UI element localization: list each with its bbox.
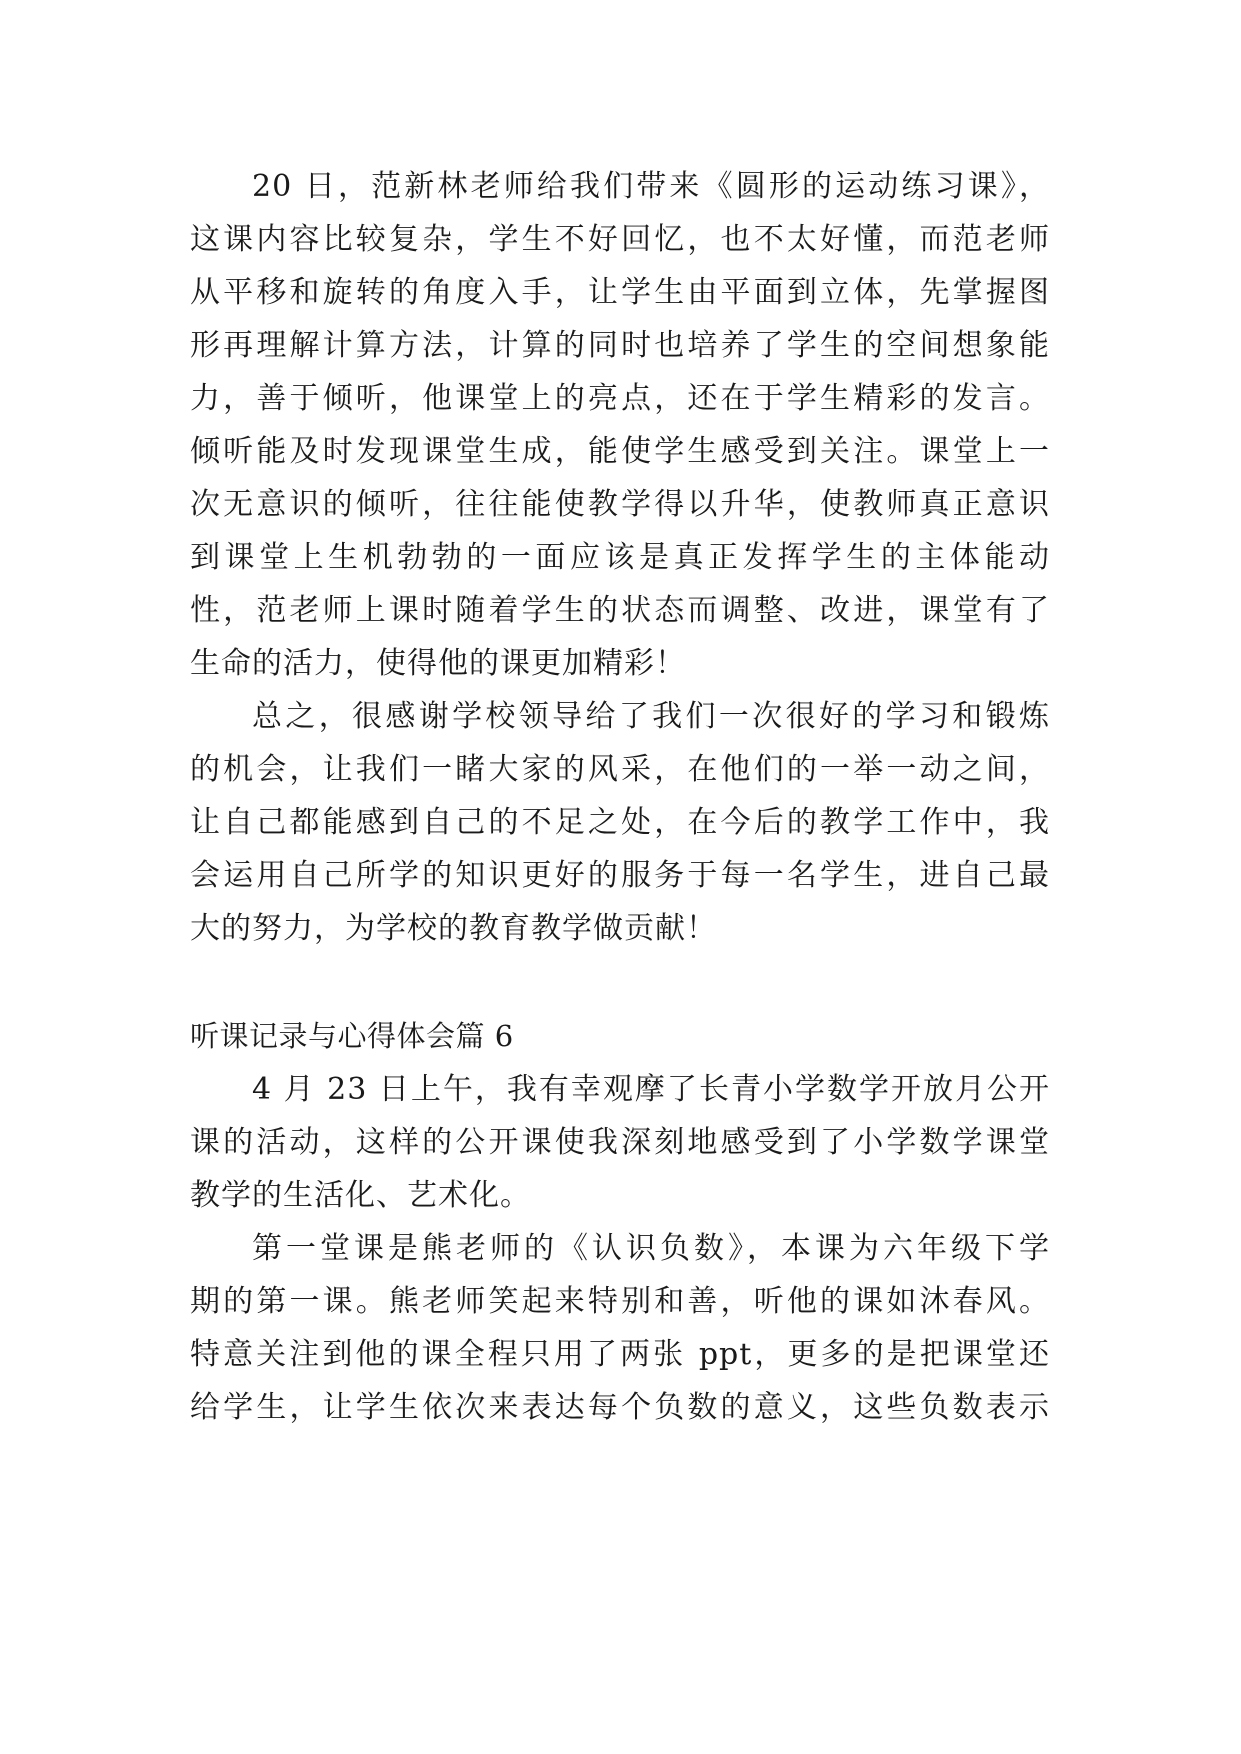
text-line: 形再理解计算方法，计算的同时也培养了学生的空间想象能 [190,328,1050,363]
text-line: 力，善于倾听，他课堂上的亮点，还在于学生精彩的发言。 [190,381,1050,416]
text-line: 这课内容比较复杂，学生不好回忆，也不太好懂，而范老师 [190,222,1050,257]
text-line: 特意关注到他的课全程只用了两张 ppt，更多的是把课堂还 [190,1337,1050,1372]
text-line: 4 月 23 日上午，我有幸观摩了长青小学数学开放月公开 [252,1072,1050,1107]
text-line: 从平移和旋转的角度入手，让学生由平面到立体，先掌握图 [190,275,1050,310]
text-line: 让自己都能感到自己的不足之处，在今后的教学工作中，我 [190,805,1050,840]
text-line: 性，范老师上课时随着学生的状态而调整、改进，课堂有了 [190,593,1050,628]
text-line: 大的努力，为学校的教育教学做贡献！ [190,911,717,946]
text-line: 20 日，范新林老师给我们带来《圆形的运动练习课》， [252,169,1050,204]
document-body [190,160,1050,1434]
text-line: 给学生，让学生依次来表达每个负数的意义，这些负数表示 [190,1390,1050,1425]
text-line: 倾听能及时发现课堂生成，能使学生感受到关注。课堂上一 [190,434,1050,469]
text-line: 会运用自己所学的知识更好的服务于每一名学生，进自己最 [190,858,1050,893]
paragraph-open-class [190,1063,1050,1222]
paragraph-conclusion [190,690,1050,955]
text-line: 到课堂上生机勃勃的一面应该是真正发挥学生的主体能动 [190,540,1050,575]
paragraph-first-lesson [190,1222,1050,1434]
text-line: 第一堂课是熊老师的《认识负数》，本课为六年级下学 [252,1231,1050,1266]
text-line: 次无意识的倾听，往往能使教学得以升华，使教师真正意识 [190,487,1050,522]
text-line: 生命的活力，使得他的课更加精彩！ [190,646,686,681]
text-line: 教学的生活化、艺术化。 [190,1178,531,1213]
section-heading: 听课记录与心得体会篇 6 [190,1019,514,1053]
text-line: 期的第一课。熊老师笑起来特别和善，听他的课如沐春风。 [190,1284,1050,1319]
section-spacer [190,955,1050,1010]
paragraph-fan-lesson [190,160,1050,690]
text-line: 课的活动，这样的公开课使我深刻地感受到了小学数学课堂 [190,1125,1050,1160]
text-line: 总之，很感谢学校领导给了我们一次很好的学习和锻炼 [252,699,1050,734]
text-line: 的机会，让我们一睹大家的风采，在他们的一举一动之间， [190,752,1050,787]
